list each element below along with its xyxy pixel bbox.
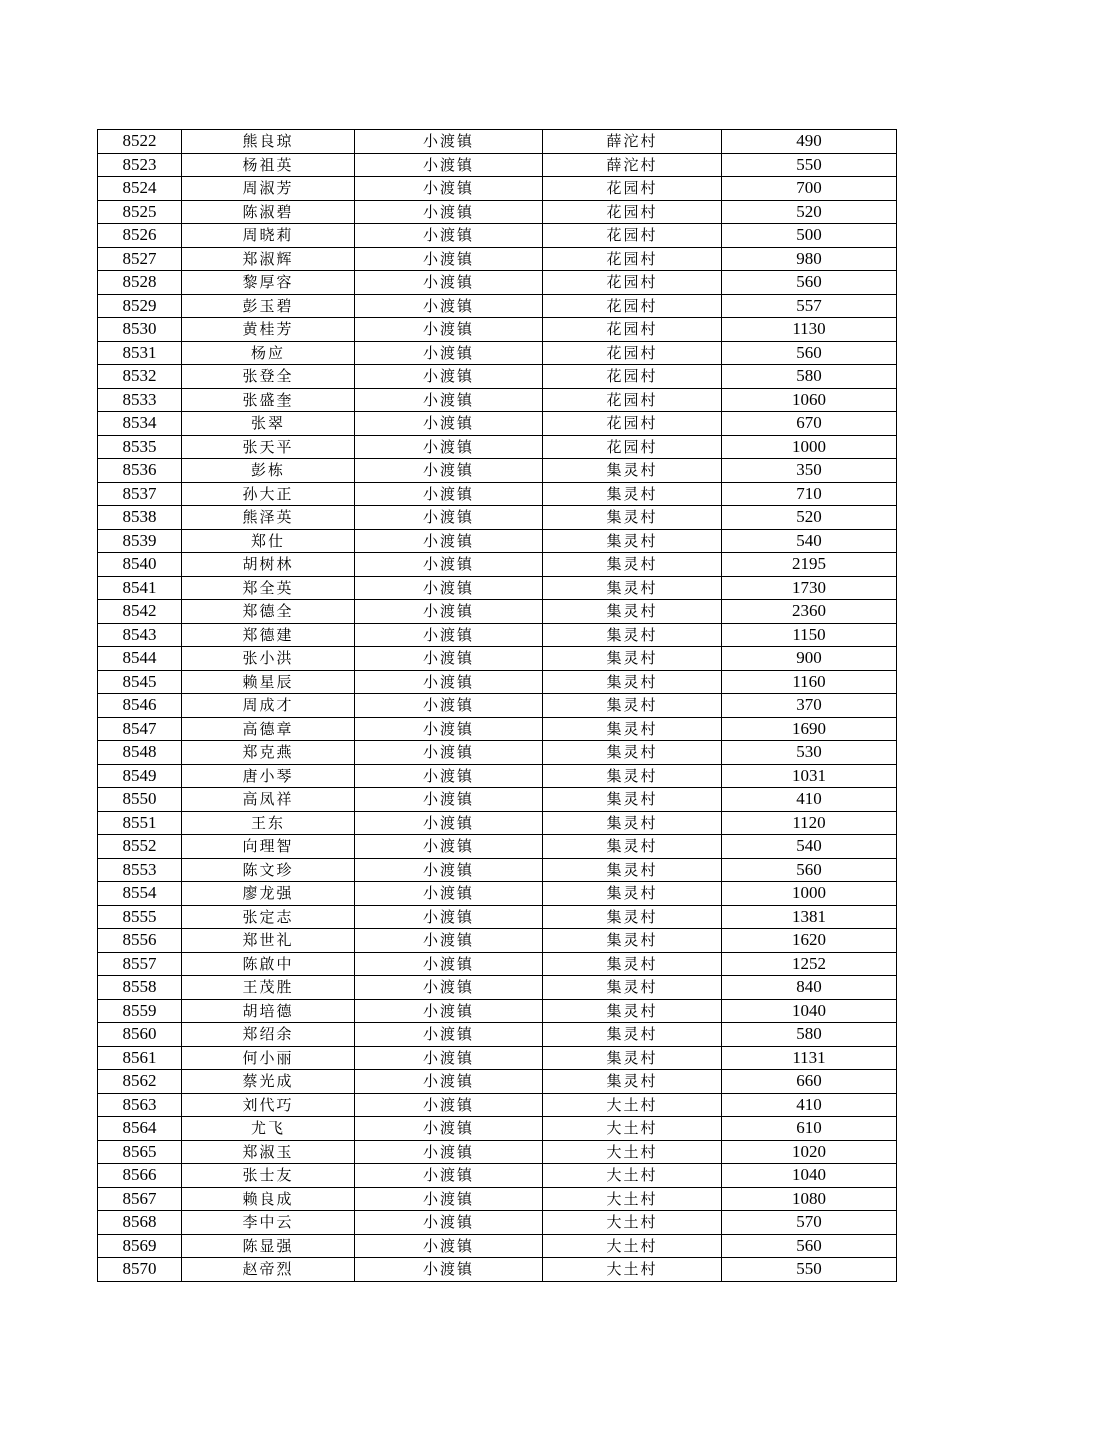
- village-cell: 大土村: [543, 1187, 722, 1211]
- person-name-cell: 郑克燕: [182, 741, 355, 765]
- town-cell: 小渡镇: [355, 153, 543, 177]
- village-cell: 大土村: [543, 1234, 722, 1258]
- table-row: [98, 271, 897, 295]
- person-name-cell: 高凤祥: [182, 788, 355, 812]
- amount-cell: 560: [722, 341, 897, 365]
- person-name-cell: 郑德全: [182, 600, 355, 624]
- table-row: [98, 1164, 897, 1188]
- table-row: [98, 717, 897, 741]
- person-name-cell: 彭栋: [182, 459, 355, 483]
- row-number-cell: 8564: [98, 1117, 182, 1141]
- table-row: [98, 1187, 897, 1211]
- table-row: [98, 341, 897, 365]
- village-cell: 集灵村: [543, 764, 722, 788]
- person-name-cell: 胡树林: [182, 553, 355, 577]
- village-cell: 集灵村: [543, 529, 722, 553]
- town-cell: 小渡镇: [355, 858, 543, 882]
- row-number-cell: 8562: [98, 1070, 182, 1094]
- amount-cell: 550: [722, 1258, 897, 1282]
- table-row: [98, 811, 897, 835]
- village-cell: 集灵村: [543, 600, 722, 624]
- town-cell: 小渡镇: [355, 741, 543, 765]
- row-number-cell: 8566: [98, 1164, 182, 1188]
- amount-cell: 670: [722, 412, 897, 436]
- row-number-cell: 8568: [98, 1211, 182, 1235]
- town-cell: 小渡镇: [355, 835, 543, 859]
- amount-cell: 2360: [722, 600, 897, 624]
- table-row: [98, 788, 897, 812]
- amount-cell: 370: [722, 694, 897, 718]
- person-name-cell: 何小丽: [182, 1046, 355, 1070]
- town-cell: 小渡镇: [355, 694, 543, 718]
- amount-cell: 710: [722, 482, 897, 506]
- town-cell: 小渡镇: [355, 1070, 543, 1094]
- row-number-cell: 8569: [98, 1234, 182, 1258]
- person-name-cell: 胡培德: [182, 999, 355, 1023]
- person-name-cell: 郑淑辉: [182, 247, 355, 271]
- row-number-cell: 8538: [98, 506, 182, 530]
- person-name-cell: 熊泽英: [182, 506, 355, 530]
- amount-cell: 1620: [722, 929, 897, 953]
- person-name-cell: 唐小琴: [182, 764, 355, 788]
- person-name-cell: 郑淑玉: [182, 1140, 355, 1164]
- town-cell: 小渡镇: [355, 764, 543, 788]
- amount-cell: 1131: [722, 1046, 897, 1070]
- row-number-cell: 8546: [98, 694, 182, 718]
- row-number-cell: 8561: [98, 1046, 182, 1070]
- town-cell: 小渡镇: [355, 271, 543, 295]
- row-number-cell: 8537: [98, 482, 182, 506]
- town-cell: 小渡镇: [355, 670, 543, 694]
- town-cell: 小渡镇: [355, 623, 543, 647]
- table-row: [98, 294, 897, 318]
- table-row: [98, 388, 897, 412]
- town-cell: 小渡镇: [355, 882, 543, 906]
- amount-cell: 900: [722, 647, 897, 671]
- person-name-cell: 王茂胜: [182, 976, 355, 1000]
- town-cell: 小渡镇: [355, 929, 543, 953]
- row-number-cell: 8526: [98, 224, 182, 248]
- amount-cell: 1060: [722, 388, 897, 412]
- amount-cell: 1000: [722, 882, 897, 906]
- person-name-cell: 杨应: [182, 341, 355, 365]
- town-cell: 小渡镇: [355, 200, 543, 224]
- town-cell: 小渡镇: [355, 788, 543, 812]
- table-row: [98, 365, 897, 389]
- person-name-cell: 张士友: [182, 1164, 355, 1188]
- row-number-cell: 8533: [98, 388, 182, 412]
- row-number-cell: 8549: [98, 764, 182, 788]
- table-row: [98, 412, 897, 436]
- table-row: [98, 1117, 897, 1141]
- table-row: [98, 1234, 897, 1258]
- village-cell: 集灵村: [543, 717, 722, 741]
- table-row: [98, 976, 897, 1000]
- village-cell: 集灵村: [543, 623, 722, 647]
- table-row: [98, 741, 897, 765]
- table-row: [98, 529, 897, 553]
- village-cell: 薛沱村: [543, 153, 722, 177]
- village-cell: 集灵村: [543, 835, 722, 859]
- person-name-cell: 张定志: [182, 905, 355, 929]
- row-number-cell: 8536: [98, 459, 182, 483]
- person-name-cell: 郑德建: [182, 623, 355, 647]
- table-row: [98, 1070, 897, 1094]
- amount-cell: 560: [722, 858, 897, 882]
- person-name-cell: 廖龙强: [182, 882, 355, 906]
- row-number-cell: 8523: [98, 153, 182, 177]
- village-cell: 集灵村: [543, 905, 722, 929]
- town-cell: 小渡镇: [355, 412, 543, 436]
- row-number-cell: 8563: [98, 1093, 182, 1117]
- table-row: [98, 999, 897, 1023]
- town-cell: 小渡镇: [355, 1117, 543, 1141]
- person-name-cell: 张天平: [182, 435, 355, 459]
- amount-cell: 1000: [722, 435, 897, 459]
- table-row: [98, 952, 897, 976]
- town-cell: 小渡镇: [355, 294, 543, 318]
- amount-cell: 350: [722, 459, 897, 483]
- village-cell: 薛沱村: [543, 130, 722, 154]
- town-cell: 小渡镇: [355, 177, 543, 201]
- village-cell: 花园村: [543, 435, 722, 459]
- town-cell: 小渡镇: [355, 1023, 543, 1047]
- table-row: [98, 835, 897, 859]
- town-cell: 小渡镇: [355, 1140, 543, 1164]
- row-number-cell: 8560: [98, 1023, 182, 1047]
- row-number-cell: 8528: [98, 271, 182, 295]
- table-row: [98, 647, 897, 671]
- person-name-cell: 张翠: [182, 412, 355, 436]
- amount-cell: 1130: [722, 318, 897, 342]
- amount-cell: 490: [722, 130, 897, 154]
- town-cell: 小渡镇: [355, 459, 543, 483]
- table-row: [98, 200, 897, 224]
- town-cell: 小渡镇: [355, 905, 543, 929]
- person-name-cell: 陈文珍: [182, 858, 355, 882]
- row-number-cell: 8567: [98, 1187, 182, 1211]
- person-name-cell: 周成才: [182, 694, 355, 718]
- village-cell: 集灵村: [543, 506, 722, 530]
- row-number-cell: 8552: [98, 835, 182, 859]
- village-cell: 集灵村: [543, 1070, 722, 1094]
- village-cell: 大土村: [543, 1211, 722, 1235]
- table-row: [98, 130, 897, 154]
- village-cell: 花园村: [543, 318, 722, 342]
- town-cell: 小渡镇: [355, 130, 543, 154]
- town-cell: 小渡镇: [355, 1234, 543, 1258]
- village-cell: 大土村: [543, 1117, 722, 1141]
- person-name-cell: 赖星辰: [182, 670, 355, 694]
- amount-cell: 580: [722, 365, 897, 389]
- village-cell: 集灵村: [543, 976, 722, 1000]
- person-name-cell: 张小洪: [182, 647, 355, 671]
- amount-cell: 700: [722, 177, 897, 201]
- table-row: [98, 600, 897, 624]
- person-name-cell: 赵帝烈: [182, 1258, 355, 1282]
- person-name-cell: 周晓莉: [182, 224, 355, 248]
- village-cell: 花园村: [543, 200, 722, 224]
- person-name-cell: 黎厚容: [182, 271, 355, 295]
- amount-cell: 560: [722, 1234, 897, 1258]
- amount-cell: 1080: [722, 1187, 897, 1211]
- village-cell: 大土村: [543, 1258, 722, 1282]
- amount-cell: 840: [722, 976, 897, 1000]
- table-row: [98, 247, 897, 271]
- row-number-cell: 8542: [98, 600, 182, 624]
- village-cell: 集灵村: [543, 929, 722, 953]
- village-cell: 集灵村: [543, 576, 722, 600]
- village-cell: 花园村: [543, 365, 722, 389]
- row-number-cell: 8541: [98, 576, 182, 600]
- row-number-cell: 8539: [98, 529, 182, 553]
- table-row: [98, 435, 897, 459]
- village-cell: 花园村: [543, 224, 722, 248]
- amount-cell: 557: [722, 294, 897, 318]
- row-number-cell: 8522: [98, 130, 182, 154]
- town-cell: 小渡镇: [355, 435, 543, 459]
- table-row: [98, 1211, 897, 1235]
- village-cell: 集灵村: [543, 952, 722, 976]
- town-cell: 小渡镇: [355, 247, 543, 271]
- amount-cell: 980: [722, 247, 897, 271]
- row-number-cell: 8554: [98, 882, 182, 906]
- row-number-cell: 8525: [98, 200, 182, 224]
- row-number-cell: 8532: [98, 365, 182, 389]
- town-cell: 小渡镇: [355, 647, 543, 671]
- row-number-cell: 8531: [98, 341, 182, 365]
- row-number-cell: 8547: [98, 717, 182, 741]
- village-cell: 集灵村: [543, 553, 722, 577]
- row-number-cell: 8524: [98, 177, 182, 201]
- amount-cell: 530: [722, 741, 897, 765]
- person-name-cell: 熊良琼: [182, 130, 355, 154]
- amount-cell: 410: [722, 788, 897, 812]
- town-cell: 小渡镇: [355, 553, 543, 577]
- village-cell: 集灵村: [543, 1046, 722, 1070]
- village-cell: 集灵村: [543, 459, 722, 483]
- table-row: [98, 905, 897, 929]
- town-cell: 小渡镇: [355, 388, 543, 412]
- table-row: [98, 177, 897, 201]
- town-cell: 小渡镇: [355, 529, 543, 553]
- amount-cell: 580: [722, 1023, 897, 1047]
- table-row: [98, 764, 897, 788]
- amount-cell: 1020: [722, 1140, 897, 1164]
- table-row: [98, 623, 897, 647]
- town-cell: 小渡镇: [355, 482, 543, 506]
- town-cell: 小渡镇: [355, 506, 543, 530]
- person-name-cell: 李中云: [182, 1211, 355, 1235]
- village-cell: 集灵村: [543, 482, 722, 506]
- village-cell: 集灵村: [543, 1023, 722, 1047]
- person-name-cell: 蔡光成: [182, 1070, 355, 1094]
- table-row: [98, 1093, 897, 1117]
- amount-cell: 540: [722, 529, 897, 553]
- row-number-cell: 8535: [98, 435, 182, 459]
- person-name-cell: 向理智: [182, 835, 355, 859]
- roster-table-body: [98, 130, 897, 1282]
- village-cell: 大土村: [543, 1093, 722, 1117]
- person-name-cell: 尤飞: [182, 1117, 355, 1141]
- village-cell: 集灵村: [543, 858, 722, 882]
- town-cell: 小渡镇: [355, 365, 543, 389]
- table-row: [98, 153, 897, 177]
- table-row: [98, 1023, 897, 1047]
- amount-cell: 1031: [722, 764, 897, 788]
- row-number-cell: 8559: [98, 999, 182, 1023]
- table-row: [98, 1258, 897, 1282]
- village-cell: 集灵村: [543, 882, 722, 906]
- person-name-cell: 张盛奎: [182, 388, 355, 412]
- town-cell: 小渡镇: [355, 600, 543, 624]
- person-name-cell: 陈啟中: [182, 952, 355, 976]
- amount-cell: 1690: [722, 717, 897, 741]
- row-number-cell: 8548: [98, 741, 182, 765]
- row-number-cell: 8530: [98, 318, 182, 342]
- table-row: [98, 318, 897, 342]
- amount-cell: 540: [722, 835, 897, 859]
- village-cell: 花园村: [543, 247, 722, 271]
- village-cell: 花园村: [543, 294, 722, 318]
- town-cell: 小渡镇: [355, 976, 543, 1000]
- town-cell: 小渡镇: [355, 318, 543, 342]
- person-name-cell: 高德章: [182, 717, 355, 741]
- amount-cell: 1150: [722, 623, 897, 647]
- row-number-cell: 8550: [98, 788, 182, 812]
- amount-cell: 1730: [722, 576, 897, 600]
- village-cell: 集灵村: [543, 647, 722, 671]
- table-row: [98, 1046, 897, 1070]
- town-cell: 小渡镇: [355, 1187, 543, 1211]
- village-cell: 花园村: [543, 388, 722, 412]
- town-cell: 小渡镇: [355, 1164, 543, 1188]
- row-number-cell: 8540: [98, 553, 182, 577]
- village-cell: 花园村: [543, 341, 722, 365]
- person-name-cell: 陈显强: [182, 1234, 355, 1258]
- person-name-cell: 周淑芳: [182, 177, 355, 201]
- row-number-cell: 8527: [98, 247, 182, 271]
- table-row: [98, 224, 897, 248]
- amount-cell: 610: [722, 1117, 897, 1141]
- person-name-cell: 刘代巧: [182, 1093, 355, 1117]
- amount-cell: 1381: [722, 905, 897, 929]
- town-cell: 小渡镇: [355, 811, 543, 835]
- village-cell: 花园村: [543, 271, 722, 295]
- row-number-cell: 8570: [98, 1258, 182, 1282]
- amount-cell: 500: [722, 224, 897, 248]
- row-number-cell: 8557: [98, 952, 182, 976]
- village-cell: 集灵村: [543, 694, 722, 718]
- amount-cell: 1252: [722, 952, 897, 976]
- person-name-cell: 郑全英: [182, 576, 355, 600]
- table-row: [98, 670, 897, 694]
- person-name-cell: 郑仕: [182, 529, 355, 553]
- row-number-cell: 8544: [98, 647, 182, 671]
- person-name-cell: 张登全: [182, 365, 355, 389]
- town-cell: 小渡镇: [355, 576, 543, 600]
- row-number-cell: 8555: [98, 905, 182, 929]
- row-number-cell: 8551: [98, 811, 182, 835]
- table-row: [98, 482, 897, 506]
- table-row: [98, 694, 897, 718]
- table-row: [98, 1140, 897, 1164]
- amount-cell: 2195: [722, 553, 897, 577]
- person-name-cell: 杨祖英: [182, 153, 355, 177]
- village-cell: 大土村: [543, 1164, 722, 1188]
- amount-cell: 1040: [722, 1164, 897, 1188]
- row-number-cell: 8553: [98, 858, 182, 882]
- table-row: [98, 929, 897, 953]
- town-cell: 小渡镇: [355, 1093, 543, 1117]
- person-name-cell: 赖良成: [182, 1187, 355, 1211]
- table-row: [98, 506, 897, 530]
- town-cell: 小渡镇: [355, 1211, 543, 1235]
- town-cell: 小渡镇: [355, 1046, 543, 1070]
- person-name-cell: 孙大正: [182, 482, 355, 506]
- table-row: [98, 858, 897, 882]
- amount-cell: 660: [722, 1070, 897, 1094]
- town-cell: 小渡镇: [355, 952, 543, 976]
- row-number-cell: 8565: [98, 1140, 182, 1164]
- amount-cell: 560: [722, 271, 897, 295]
- table-row: [98, 576, 897, 600]
- row-number-cell: 8543: [98, 623, 182, 647]
- village-cell: 大土村: [543, 1140, 722, 1164]
- village-cell: 集灵村: [543, 788, 722, 812]
- row-number-cell: 8558: [98, 976, 182, 1000]
- amount-cell: 410: [722, 1093, 897, 1117]
- town-cell: 小渡镇: [355, 717, 543, 741]
- roster-table: [97, 129, 897, 1282]
- village-cell: 集灵村: [543, 741, 722, 765]
- town-cell: 小渡镇: [355, 341, 543, 365]
- row-number-cell: 8556: [98, 929, 182, 953]
- person-name-cell: 彭玉碧: [182, 294, 355, 318]
- person-name-cell: 黄桂芳: [182, 318, 355, 342]
- amount-cell: 1040: [722, 999, 897, 1023]
- amount-cell: 520: [722, 200, 897, 224]
- town-cell: 小渡镇: [355, 224, 543, 248]
- row-number-cell: 8529: [98, 294, 182, 318]
- table-row: [98, 553, 897, 577]
- person-name-cell: 王东: [182, 811, 355, 835]
- table-row: [98, 882, 897, 906]
- amount-cell: 520: [722, 506, 897, 530]
- row-number-cell: 8545: [98, 670, 182, 694]
- amount-cell: 570: [722, 1211, 897, 1235]
- amount-cell: 1160: [722, 670, 897, 694]
- village-cell: 集灵村: [543, 811, 722, 835]
- person-name-cell: 郑绍余: [182, 1023, 355, 1047]
- town-cell: 小渡镇: [355, 1258, 543, 1282]
- village-cell: 集灵村: [543, 999, 722, 1023]
- town-cell: 小渡镇: [355, 999, 543, 1023]
- amount-cell: 550: [722, 153, 897, 177]
- table-row: [98, 459, 897, 483]
- amount-cell: 1120: [722, 811, 897, 835]
- village-cell: 花园村: [543, 177, 722, 201]
- person-name-cell: 郑世礼: [182, 929, 355, 953]
- village-cell: 花园村: [543, 412, 722, 436]
- village-cell: 集灵村: [543, 670, 722, 694]
- person-name-cell: 陈淑碧: [182, 200, 355, 224]
- row-number-cell: 8534: [98, 412, 182, 436]
